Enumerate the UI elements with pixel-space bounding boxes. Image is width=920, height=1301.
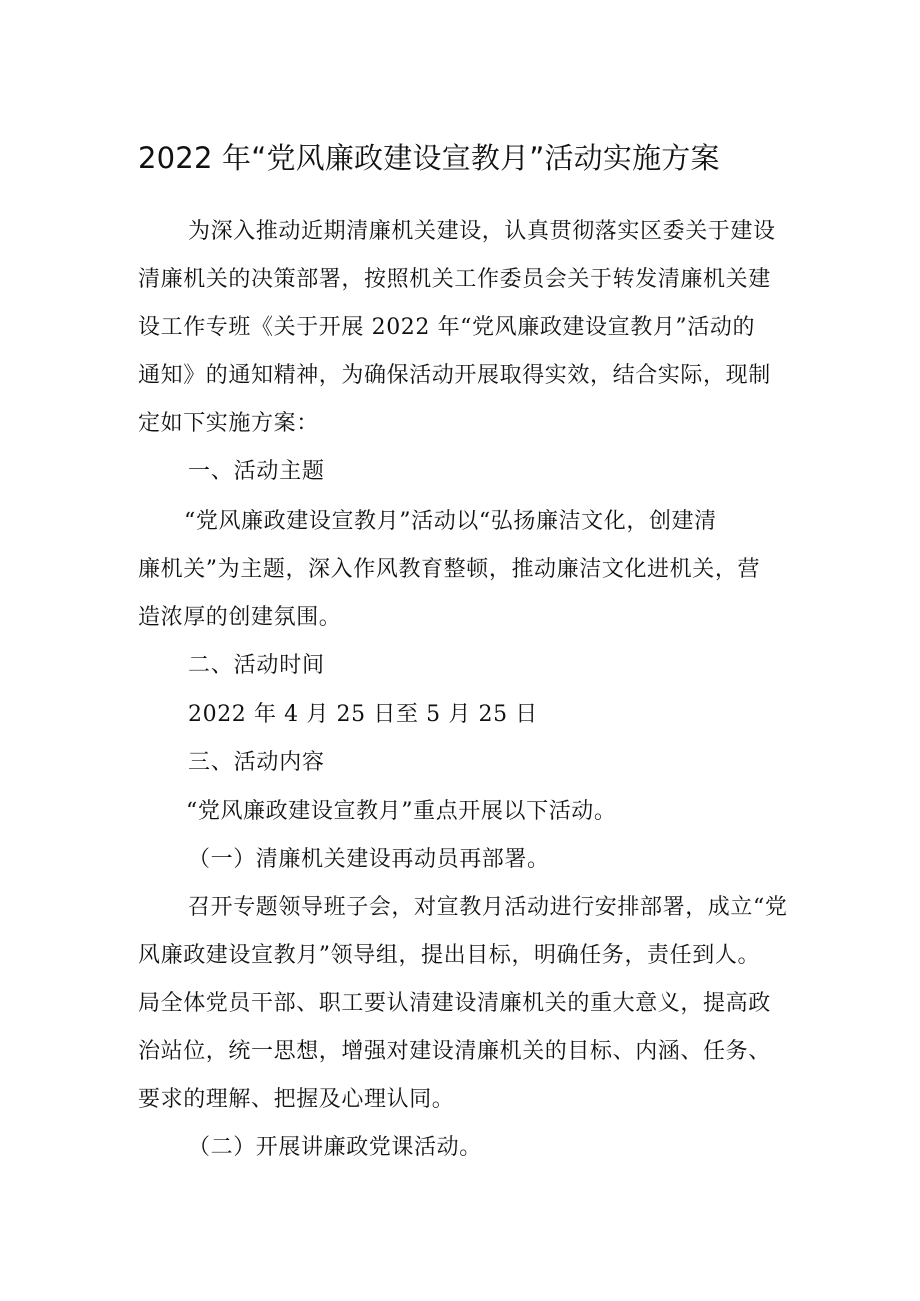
paragraph-line: 定如下实施方案： (138, 411, 319, 436)
paragraph-line: 风廉政建设宣教月”领导组，提出目标，明确任务，责任到人。 (138, 943, 761, 968)
paragraph-line: 要求的理解、把握及心理认同。 (138, 1087, 455, 1112)
subsection-heading: （一）清廉机关建设再动员再部署。 (188, 847, 550, 872)
paragraph-line: 清廉机关的决策部署，按照机关工作委员会关于转发清廉机关建 (138, 267, 771, 292)
paragraph-line: 造浓厚的创建氛围。 (138, 605, 342, 630)
paragraph-line: 局全体党员干部、职工要认清建设清廉机关的重大意义，提高政 (138, 991, 771, 1016)
paragraph-line: “党风廉政建设宣教月”活动以“弘扬廉洁文化，创建清 (184, 509, 717, 534)
section-heading: 二、活动时间 (188, 653, 325, 678)
document-title: 2022 年“党风廉政建设宣教月”活动实施方案 (138, 141, 720, 175)
section-heading: 一、活动主题 (188, 459, 325, 484)
paragraph-line: 召开专题领导班子会，对宣教月活动进行安排部署，成立“党 (188, 895, 788, 920)
paragraph-line: 通知》的通知精神，为确保活动开展取得实效，结合实际，现制 (138, 363, 771, 388)
paragraph-line: 为深入推动近期清廉机关建设，认真贯彻落实区委关于建设 (188, 219, 776, 244)
paragraph-line: 设工作专班《关于开展 2022 年“党风廉政建设宣教月”活动的 (138, 315, 756, 340)
paragraph-line: “党风廉政建设宣教月”重点开展以下活动。 (186, 799, 617, 824)
activity-dates: 2022 年 4 月 25 日至 5 月 25 日 (188, 702, 538, 727)
paragraph-line: 廉机关”为主题，深入作风教育整顿，推动廉洁文化进机关，营 (138, 557, 761, 582)
section-heading: 三、活动内容 (188, 750, 325, 775)
paragraph-line: 治站位，统一思想，增强对建设清廉机关的目标、内涵、任务、 (138, 1039, 771, 1064)
subsection-heading: （二）开展讲廉政党课活动。 (188, 1135, 482, 1160)
